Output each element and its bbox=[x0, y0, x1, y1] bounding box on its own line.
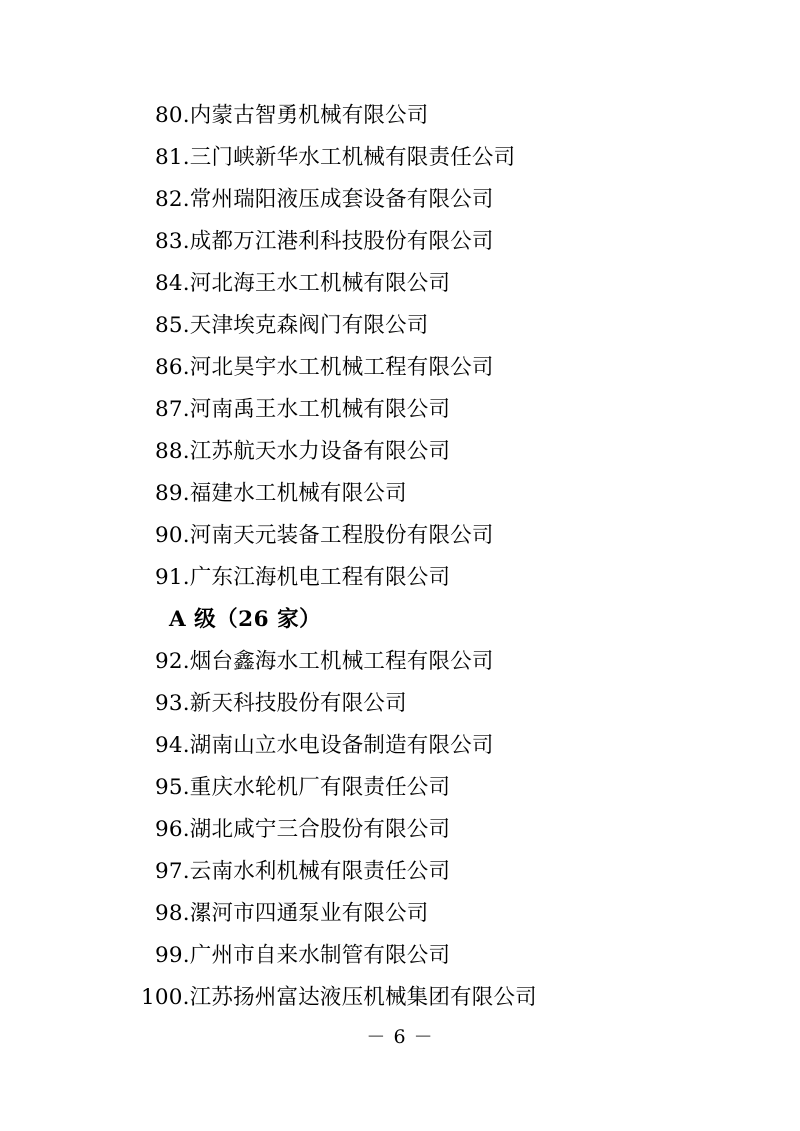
list-item-company-name: 福建水工机械有限公司 bbox=[189, 481, 407, 506]
list-item-company-name: 常州瑞阳液压成套设备有限公司 bbox=[189, 187, 494, 212]
list-item bbox=[155, 725, 700, 767]
list-item-company-name: 成都万江港利科技股份有限公司 bbox=[189, 229, 494, 254]
list-item-number: 88. bbox=[155, 439, 190, 464]
list-item bbox=[155, 683, 700, 725]
list-item-number: 97. bbox=[155, 859, 190, 884]
list-item bbox=[155, 263, 700, 305]
list-item-company-name: 湖北咸宁三合股份有限公司 bbox=[189, 817, 451, 842]
list-item-company-name: 烟台鑫海水工机械工程有限公司 bbox=[189, 649, 494, 674]
list-item-number: 83. bbox=[155, 229, 190, 254]
list-item-company-name: 江苏航天水力设备有限公司 bbox=[189, 439, 451, 464]
list-item bbox=[155, 95, 700, 137]
list-item-company-name: 新天科技股份有限公司 bbox=[189, 691, 407, 716]
list-item-number: 92. bbox=[155, 649, 190, 674]
section-heading: A 级（26 家） bbox=[169, 607, 322, 632]
list-item-number: 82. bbox=[155, 187, 190, 212]
list-item bbox=[155, 893, 700, 935]
list-item bbox=[155, 935, 700, 977]
list-item-company-name: 云南水利机械有限责任公司 bbox=[189, 859, 451, 884]
list-item-company-name: 广州市自来水制管有限公司 bbox=[189, 943, 451, 968]
list-item bbox=[155, 767, 700, 809]
list-item-number: 100. bbox=[141, 985, 190, 1010]
list-item-company-name: 漯河市四通泵业有限公司 bbox=[189, 901, 429, 926]
list-item-number: 85. bbox=[155, 313, 190, 338]
list-item-number: 96. bbox=[155, 817, 190, 842]
list-item bbox=[155, 179, 700, 221]
list-item bbox=[155, 347, 700, 389]
list-item bbox=[155, 137, 700, 179]
list-item-number: 99. bbox=[155, 943, 190, 968]
list-item-number: 89. bbox=[155, 481, 190, 506]
list-item-company-name: 三门峡新华水工机械有限责任公司 bbox=[189, 145, 516, 170]
list-item-company-name: 江苏扬州富达液压机械集团有限公司 bbox=[189, 985, 537, 1010]
list-item-number: 84. bbox=[155, 271, 190, 296]
list-item bbox=[141, 977, 700, 1019]
list-item-number: 95. bbox=[155, 775, 190, 800]
list-item bbox=[155, 389, 700, 431]
list-item bbox=[155, 473, 700, 515]
list-item-company-name: 河南天元装备工程股份有限公司 bbox=[189, 523, 494, 548]
list-item bbox=[155, 221, 700, 263]
list-item-company-name: 天津埃克森阀门有限公司 bbox=[189, 313, 429, 338]
list-item-number: 91. bbox=[155, 565, 190, 590]
list-item-number: 93. bbox=[155, 691, 190, 716]
list-item-number: 81. bbox=[155, 145, 190, 170]
company-list bbox=[141, 95, 700, 1019]
list-item-number: 90. bbox=[155, 523, 190, 548]
list-item-company-name: 河南禹王水工机械有限公司 bbox=[189, 397, 451, 422]
list-item-number: 94. bbox=[155, 733, 190, 758]
list-item bbox=[155, 557, 700, 599]
list-item-company-name: 广东江海机电工程有限公司 bbox=[189, 565, 451, 590]
list-item bbox=[155, 641, 700, 683]
list-item bbox=[155, 851, 700, 893]
list-item-number: 80. bbox=[155, 103, 190, 128]
list-item bbox=[155, 431, 700, 473]
list-item-company-name: 河北海王水工机械有限公司 bbox=[189, 271, 451, 296]
list-item-number: 87. bbox=[155, 397, 190, 422]
page-number: － 6 － bbox=[366, 1026, 434, 1048]
list-item-company-name: 河北昊宇水工机械工程有限公司 bbox=[189, 355, 494, 380]
list-item-number: 86. bbox=[155, 355, 190, 380]
list-item-number: 98. bbox=[155, 901, 190, 926]
list-item bbox=[155, 305, 700, 347]
list-item-company-name: 湖南山立水电设备制造有限公司 bbox=[189, 733, 494, 758]
list-item-company-name: 重庆水轮机厂有限责任公司 bbox=[189, 775, 451, 800]
list-item-company-name: 内蒙古智勇机械有限公司 bbox=[189, 103, 429, 128]
list-item bbox=[155, 809, 700, 851]
list-item bbox=[155, 515, 700, 557]
